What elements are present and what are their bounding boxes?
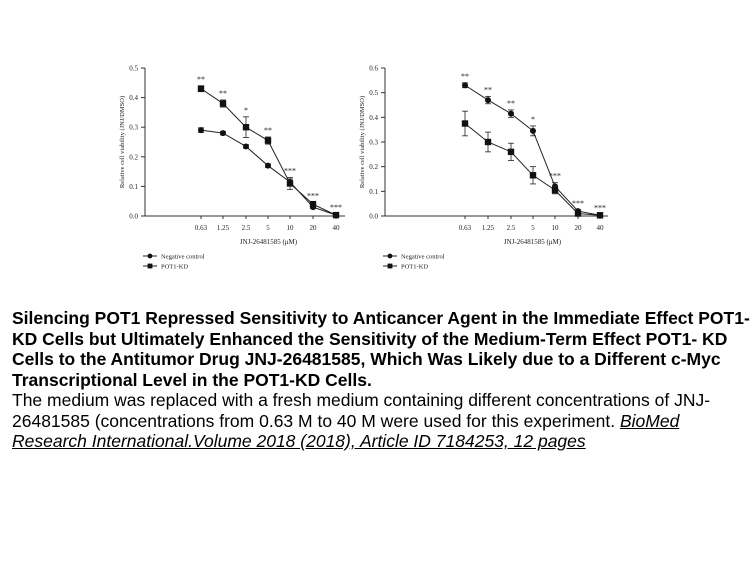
y-tick-label: 0.2: [369, 163, 378, 172]
data-point-square: [220, 100, 226, 106]
legend-marker-square: [148, 264, 153, 269]
data-point-square: [333, 212, 339, 218]
y-tick-label: 0.5: [129, 64, 138, 73]
data-point-circle: [265, 163, 271, 169]
chart-panel-right: [359, 65, 608, 271]
legend-marker-circle: [388, 254, 393, 259]
y-tick-label: 0.6: [369, 64, 378, 73]
y-axis-label: Relative cell viability (JNJ/DMSO): [359, 95, 366, 189]
x-tick-label: 40: [596, 224, 604, 232]
data-point-circle: [198, 127, 204, 133]
y-tick-label: 0.1: [129, 182, 138, 191]
significance-marker: *: [244, 105, 248, 115]
data-point-square: [597, 212, 603, 218]
significance-marker: ***: [330, 203, 342, 213]
data-point-square: [310, 201, 316, 207]
caption-title: Silencing POT1 Repressed Sensitivity to Anticancer Agent in the Immediate Effect POT1-KD Cells but Ultimately Enhanced the Sensitivity of the Medium-Term Effect POT1- KD Cells to the Antitumor Drug JNJ-26481585, Which Was Likely due to a Different c-Myc Transcriptional Level in the POT1-KD Cells.: [12, 308, 750, 390]
significance-marker: **: [219, 88, 227, 98]
significance-marker: ***: [307, 191, 319, 201]
data-point-square: [243, 124, 249, 130]
legend-marker-square: [388, 264, 393, 269]
x-tick-label: 20: [574, 224, 582, 232]
x-tick-label: 5: [266, 224, 270, 232]
significance-marker: ***: [594, 203, 606, 213]
y-tick-label: 0.4: [129, 94, 138, 103]
data-point-square: [530, 172, 536, 178]
x-tick-label: 5: [531, 224, 535, 232]
data-point-square: [287, 180, 293, 186]
chart-panel-left: [119, 65, 345, 271]
significance-marker: ***: [549, 171, 561, 181]
y-tick-label: 0.1: [369, 187, 378, 196]
x-tick-label: 40: [332, 224, 340, 232]
y-tick-label: 0.4: [369, 113, 378, 122]
data-point-square: [575, 210, 581, 216]
data-point-square: [462, 120, 468, 126]
caption-body: [12, 390, 750, 452]
legend-marker-circle: [148, 254, 153, 259]
y-tick-label: 0.2: [129, 153, 138, 162]
data-point-circle: [530, 128, 536, 134]
x-tick-label: 1.25: [481, 224, 495, 232]
y-tick-label: 0.3: [129, 123, 138, 132]
data-point-square: [552, 187, 558, 193]
x-tick-label: 0.63: [194, 224, 208, 232]
legend-label: POT1-KD: [401, 263, 429, 271]
significance-marker: **: [484, 85, 492, 95]
significance-marker: ***: [284, 166, 296, 176]
x-tick-label: 2.5: [506, 224, 516, 232]
data-point-circle: [485, 97, 491, 103]
significance-marker: **: [461, 71, 469, 81]
x-tick-label: 0.63: [458, 224, 472, 232]
significance-marker: **: [264, 125, 272, 135]
x-tick-label: 2.5: [241, 224, 251, 232]
x-tick-label: 20: [309, 224, 317, 232]
figure-caption: [12, 308, 750, 452]
data-point-square: [485, 139, 491, 145]
data-point-square: [265, 137, 271, 143]
data-point-square: [508, 149, 514, 155]
legend-label: Negative control: [161, 253, 205, 261]
data-point-square: [198, 86, 204, 92]
data-point-circle: [243, 143, 249, 149]
significance-marker: ***: [572, 198, 584, 208]
significance-marker: *: [531, 114, 535, 124]
significance-marker: **: [507, 98, 515, 108]
y-tick-label: 0.0: [129, 212, 138, 221]
x-axis-label: JNJ-26481585 (μM): [503, 238, 562, 246]
y-axis-label: Relative cell viability (JNJ/DMSO): [119, 95, 126, 189]
data-point-circle: [220, 130, 226, 136]
x-tick-label: 1.25: [216, 224, 230, 232]
caption-text: The medium was replaced with a fresh medium containing different concentrations of JNJ-26481585 (concentrations from 0.63 M to 40 M were used for this experiment.: [12, 390, 711, 431]
series-line-negative-control: [465, 85, 600, 215]
y-tick-label: 0.0: [369, 212, 378, 221]
data-point-circle: [508, 111, 514, 117]
x-axis-label: JNJ-26481585 (μM): [239, 238, 298, 246]
legend-label: Negative control: [401, 253, 445, 261]
y-tick-label: 0.5: [369, 89, 378, 98]
x-tick-label: 10: [286, 224, 294, 232]
legend-label: POT1-KD: [161, 263, 189, 271]
y-tick-label: 0.3: [369, 138, 378, 147]
citation-link[interactable]: BioMed Research International.Volume 2018 (2018), Article ID 7184253, 12 pages: [12, 410, 680, 451]
data-point-circle: [462, 82, 468, 88]
x-tick-label: 10: [551, 224, 559, 232]
significance-marker: **: [197, 74, 205, 84]
